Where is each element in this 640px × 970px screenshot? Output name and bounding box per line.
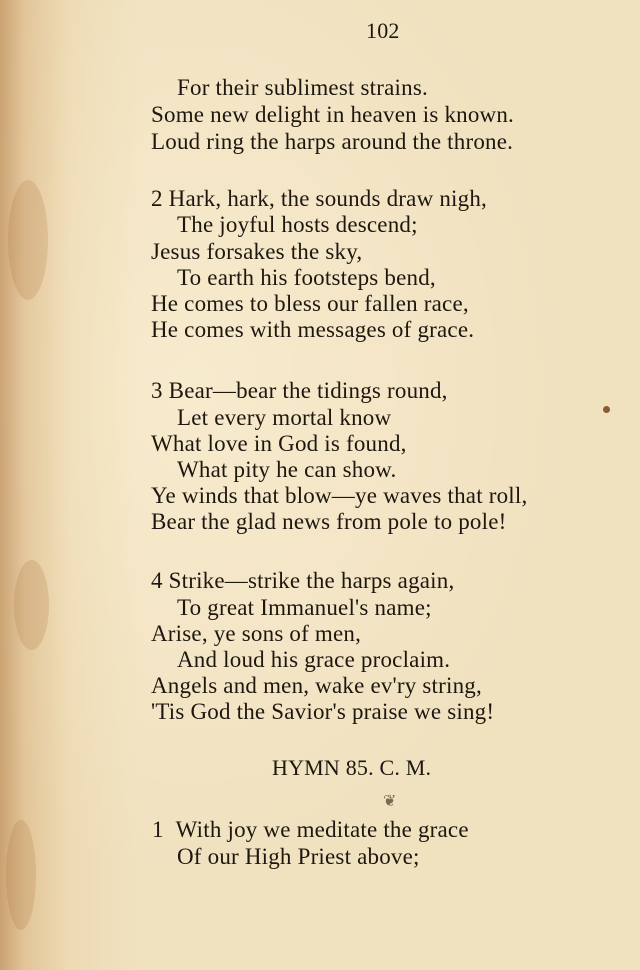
hymn-line: To great Immanuel's name; — [177, 595, 432, 620]
ink-speck — [603, 406, 610, 413]
hymn-line: Angels and men, wake ev'ry string, — [151, 673, 482, 698]
hymn-line: Loud ring the harps around the throne. — [151, 129, 514, 154]
verse-number: 3 — [151, 378, 163, 403]
verse-number: 2 — [151, 186, 163, 211]
hymn-line: And loud his grace proclaim. — [177, 647, 451, 672]
ornament-icon: ❦ — [383, 791, 397, 810]
hymn-line: Bear the glad news from pole to pole! — [151, 509, 507, 534]
hymn-line: Jesus forsakes the sky, — [151, 239, 363, 264]
hymn-line: What love in God is found, — [151, 431, 407, 456]
hymn-line: 'Tis God the Savior's praise we sing! — [151, 699, 495, 724]
hymn-line: For their sublimest strains. — [177, 75, 428, 100]
hymn-line: He comes to bless our fallen race, — [151, 291, 469, 316]
hymn-heading: HYMN 85. C. M. — [272, 755, 432, 780]
stain — [6, 820, 36, 930]
verse-number: 4 — [151, 568, 163, 593]
hymn-line: To earth his footsteps bend, — [177, 265, 436, 290]
page-number: 102 — [366, 18, 400, 43]
hymn-line: He comes with messages of grace. — [151, 317, 475, 342]
verse-2-first-line: 2 Hark, hark, the sounds draw nigh, — [151, 186, 487, 211]
next-hymn-first-line: 1 With joy we meditate the grace — [152, 817, 469, 842]
verse-number: 1 — [152, 817, 164, 842]
hymn-line: Of our High Priest above; — [177, 844, 420, 869]
stain — [14, 560, 49, 650]
hymn-line: Arise, ye sons of men, — [151, 621, 362, 646]
stain — [8, 180, 48, 300]
hymn-line: Ye winds that blow—ye waves that roll, — [151, 483, 528, 508]
hymn-line: What pity he can show. — [177, 457, 397, 482]
hymn-line: Some new delight in heaven is known. — [151, 102, 515, 127]
hymn-line: Let every mortal know — [177, 405, 392, 430]
verse-4-first-line: 4 Strike—strike the harps again, — [151, 568, 455, 593]
hymn-line: The joyful hosts descend; — [177, 212, 418, 237]
verse-3-first-line: 3 Bear—bear the tidings round, — [151, 378, 448, 403]
